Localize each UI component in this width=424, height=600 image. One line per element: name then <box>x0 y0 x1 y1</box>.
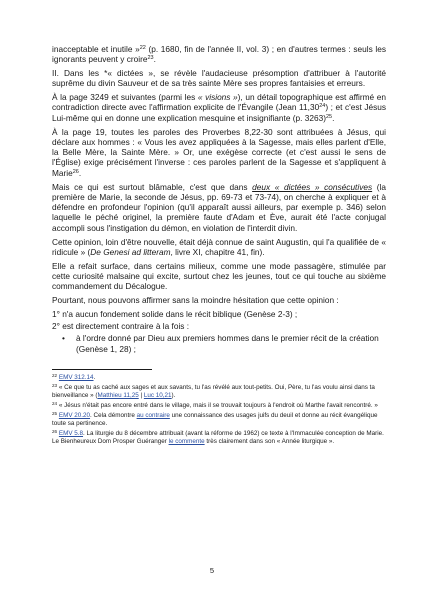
emphasis-text: deux « dictées » consécutives <box>252 181 373 192</box>
footnote-25: $^{25}$ EMV 20.20. Cela démontre au contraire une connaissance des usages juifs du deuil et donne au récit évangélique toute sa pertinence. <box>52 410 378 427</box>
footnote-link[interactable]: au contraire <box>136 411 170 419</box>
footnote-separator <box>52 369 152 370</box>
footnote-26: $^{26}$ EMV 5.8. La liturgie du 8 décembre attribuait (avant la réforme de 1962) ce texte à l'Immaculée conception de Marie. Le Bienheureux Dom Prosper Guéranger le commente très clairement dans son « Année liturgique ». <box>52 428 384 445</box>
footnote-link[interactable]: EMV 20.20 <box>58 411 91 419</box>
footnote-ref-22[interactable]: 22 <box>139 45 146 51</box>
paragraph-8: Pourtant, nous pouvons affirmer sans la moindre hésitation que cette opinion : <box>52 295 339 306</box>
footnote-link[interactable]: EMV 312.14 <box>58 374 94 382</box>
footnote-23: $^{23}$ « Ce que tu as caché aux sages et aux savants, tu l'as révélé aux tout-petits. Oui, Père, tu l'as voulu ainsi dans ta bienveillance » (Matthieu 11,25 | Luc 10,21). <box>52 382 375 399</box>
paragraph-4: À la page 19, toutes les paroles des Proverbes 8,22-30 sont attribuées à Jésus, qui déclare aux hommes : « Vous les avez appliquées à la Sagesse, mais elles parlent d'Elle, la Belle Mère, la Sainte Mère. » Or, une exégèse correcte (et c'est aussi le sens de l'Église) exige précisément l'inverse : ces paroles parlent de la Sagesse et s'appliquent à Marie$^{26}$. <box>52 126 386 178</box>
paragraph-3: À la page 3249 et suivantes (parmi les « visions »), un détail topographique est affirmé en contradiction directe avec l'affirmation explicite de l'Évangile (Jean 11,30$^{24}$) ; et c'est Jésus Lui-même qui en donne une explication mesquine et insignifiante (p. 3263)$^{25}$. <box>52 92 387 123</box>
bullet-icon: • <box>62 333 65 344</box>
document-body <box>52 44 386 448</box>
footnote-ref-26[interactable]: 26 <box>72 168 79 175</box>
footnote-22: $^{22}$ EMV 312.14. <box>52 373 96 382</box>
paragraph-2: II. Dans les *« dictées », se révèle l'audacieuse présomption d'attribuer à l'autorité suprême du divin Sauveur et de sa très sainte Mère ses propres fantaisies et erreurs. <box>52 68 386 89</box>
list-item: • à l'ordre donné par Dieu aux premiers hommes dans le premier récit de la création (Genèse 1, 28) ; <box>62 333 379 354</box>
footnote-link[interactable]: EMV 5.8 <box>58 429 84 437</box>
footnote-24: $^{24}$ « Jésus n'était pas encore entré dans le village, mais il se trouvait toujours à l'endroit où Marthe l'avait rencontré. » <box>52 400 378 409</box>
paragraph-1: inacceptable et inutile »$^{22}$ (p. 1680, fin de l'année II, vol. 3) ; en d'autres termes : seuls les ignorants peuvent y croire$^{23}$. <box>52 44 386 65</box>
footnote-link[interactable]: le commente <box>168 437 205 445</box>
footnote-ref-24[interactable]: 24 <box>319 103 326 110</box>
paragraph-6: Cette opinion, loin d'être nouvelle, était déjà connue de saint Augustin, qui l'a qualifiée de « ridicule » (De Genesi ad litteram, livre XI, chapitre 41, fin). <box>52 236 386 257</box>
paragraph-5: Mais ce qui est surtout blâmable, c'est que dans deux « dictées » consécutives (la première de Marie, la seconde de Jésus, pp. 69-73 et 73-74), on cherche à expliquer et à défendre en profondeur l'opinion (qu'il apparaît aussi ailleurs, par exemple p. 346) selon laquelle le péché originel, la première faute d'Adam et Ève, aurait été l'acte conjugal accompli sous l'instigation du démon, en violation de l'interdit divin. <box>52 181 386 233</box>
paragraph-9: 1° n'a aucun fondement solide dans le récit biblique (Genèse 2-3) ; <box>52 308 298 319</box>
footnote-ref-25[interactable]: 25 <box>325 113 333 120</box>
footnote-link[interactable]: Luc 10,21 <box>143 392 172 399</box>
paragraph-7: Elle a refait surface, dans certains milieux, comme une mode passagère, stimulée par cette curiosité malsaine qui excite, surtout chez les jeunes, tout ce qui touche au sixième commandement du Décalogue. <box>52 260 386 292</box>
footnote-link[interactable]: Matthieu 11,25 <box>97 392 139 399</box>
footnote-ref-23[interactable]: 23 <box>147 55 154 62</box>
book-title: De Genesi ad litteram <box>90 246 171 257</box>
page-number: 5 <box>209 566 215 575</box>
paragraph-10: 2° est directement contraire à la fois : <box>52 321 190 332</box>
